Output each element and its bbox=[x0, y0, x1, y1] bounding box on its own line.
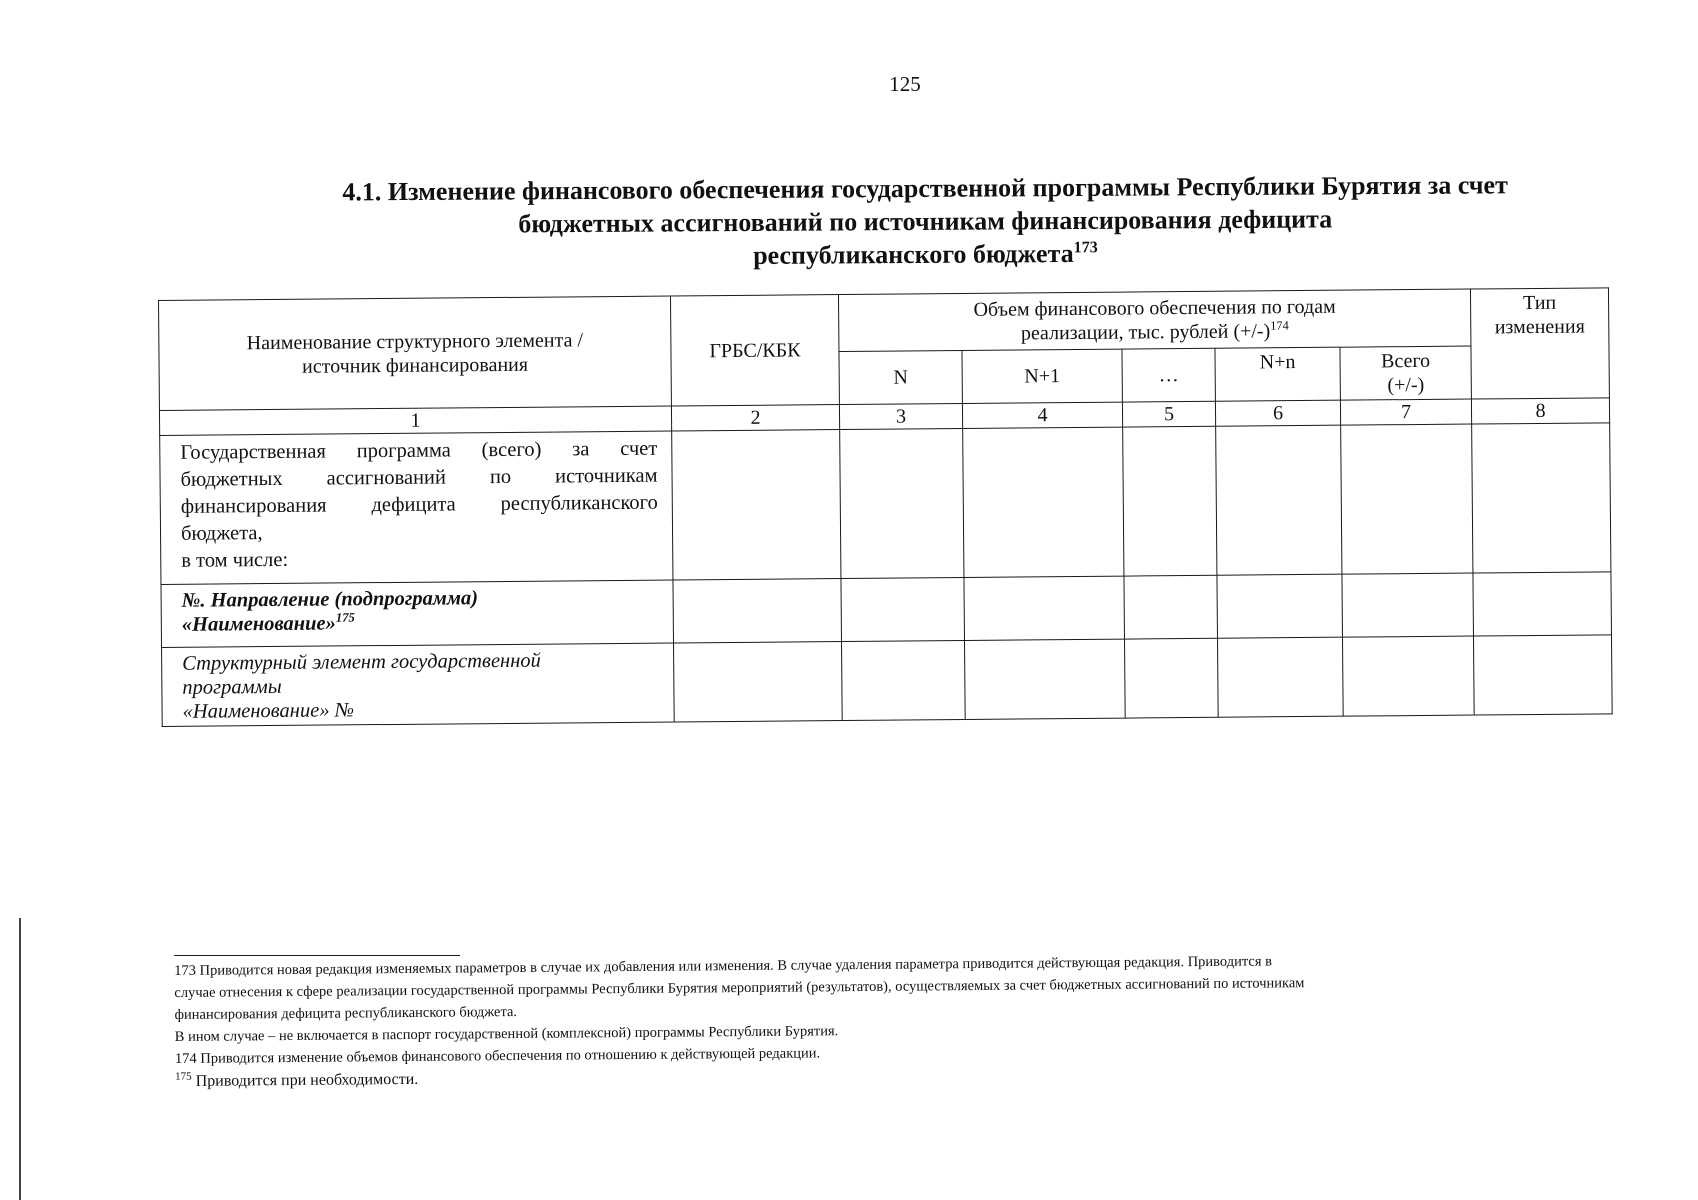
element-line-3: «Наименование» № bbox=[182, 699, 355, 723]
title-line-3 bbox=[250, 234, 1600, 275]
footnotes bbox=[174, 935, 1615, 1093]
column-number: 4 bbox=[962, 402, 1122, 428]
financing-table bbox=[158, 287, 1613, 727]
header-volume-footnote-ref: 174 bbox=[1270, 318, 1289, 333]
footnote-173-line-1: 173 Приводится новая редакция изменяемых параметров в случае их добавления или изменения. В случае удаления параметра приводится действующая редакция. Приводится в bbox=[174, 953, 1273, 979]
header-total-cell bbox=[1340, 346, 1472, 400]
empty-cell bbox=[1474, 635, 1613, 715]
document-title bbox=[250, 168, 1601, 275]
header-name-cell bbox=[159, 296, 672, 410]
element-line-1: Структурный элемент государственной bbox=[182, 649, 541, 675]
empty-cell bbox=[963, 427, 1124, 577]
header-total-line-2: (+/-) bbox=[1387, 373, 1425, 397]
header-year-nn: N+n bbox=[1215, 347, 1340, 401]
header-volume-line-2-text: реализации, тыс. рублей (+/-) bbox=[1020, 320, 1271, 345]
direction-line-2 bbox=[182, 609, 659, 637]
title-line-3-text: республиканского бюджета bbox=[753, 238, 1074, 270]
header-volume-line-1: Объем финансового обеспечения по годам bbox=[973, 295, 1336, 321]
empty-cell bbox=[1341, 424, 1473, 574]
footnote-174: 174 Приводится изменение объемов финансового обеспечения по отношению к действующей редакции. bbox=[174, 1045, 821, 1067]
empty-cell bbox=[1216, 425, 1342, 575]
footnote-173-line-3: финансирования дефицита республиканского бюджета. bbox=[174, 1004, 518, 1023]
footnote-175-text: Приводится при необходимости. bbox=[191, 1070, 419, 1090]
empty-cell bbox=[1124, 638, 1218, 718]
empty-cell bbox=[842, 640, 966, 720]
empty-cell bbox=[1342, 573, 1474, 637]
empty-cell bbox=[674, 642, 843, 722]
empty-cell bbox=[1342, 636, 1474, 716]
header-name-line-1: Наименование структурного элемента / bbox=[246, 328, 584, 354]
header-total-line-1: Всего bbox=[1380, 349, 1431, 373]
column-number: 1 bbox=[159, 406, 671, 435]
direction-name-cell bbox=[161, 580, 674, 647]
header-year-n: N bbox=[839, 350, 962, 404]
program-name-text: Государственная программа (всего) за счет бюджетных ассигнований по источникам финансирования дефицита республиканского бюджета, bbox=[180, 437, 658, 545]
empty-cell bbox=[1217, 637, 1343, 717]
direction-line-1: №. Направление (подпрограмма) bbox=[181, 587, 479, 612]
header-type-line-1: Тип bbox=[1522, 291, 1557, 315]
header-year-n1: N+1 bbox=[962, 349, 1122, 403]
element-line-2: программы bbox=[182, 675, 282, 699]
column-number: 8 bbox=[1471, 398, 1609, 424]
column-number: 5 bbox=[1122, 401, 1215, 427]
table-row-program bbox=[160, 423, 1611, 585]
footnote-173-line-4: В ином случае – не включается в паспорт государственной (комплексной) программы Республики Бурятия. bbox=[174, 1023, 839, 1045]
title-footnote-ref: 173 bbox=[1073, 239, 1098, 257]
program-name-subtext: в том числе: bbox=[181, 548, 289, 572]
column-number: 6 bbox=[1215, 400, 1340, 426]
empty-cell bbox=[673, 579, 842, 643]
empty-cell bbox=[1217, 574, 1343, 638]
empty-cell bbox=[1124, 575, 1218, 639]
empty-cell bbox=[1123, 426, 1217, 576]
footnote-175-number: 175 bbox=[175, 1070, 192, 1083]
header-type-cell bbox=[1471, 288, 1610, 399]
header-volume-cell bbox=[838, 289, 1471, 352]
title-line-2: бюджетных ассигнований по источникам финансирования дефицита bbox=[518, 204, 1333, 239]
header-name-line-2: источник финансирования bbox=[302, 353, 529, 378]
financing-table-wrapper bbox=[158, 287, 1612, 727]
empty-cell bbox=[1472, 423, 1611, 573]
header-volume-line-2 bbox=[839, 318, 1470, 348]
table-row-element bbox=[162, 635, 1613, 727]
empty-cell bbox=[964, 576, 1125, 640]
scan-margin-line bbox=[19, 918, 21, 1200]
header-grbs-cell: ГРБС/КБК bbox=[670, 295, 839, 406]
footnote-173-line-2: случае отнесения к сфере реализации государственной программы Республики Бурятия мероприятий (результатов), осуществляемых за счет бюджетных ассигнований по источникам bbox=[174, 975, 1305, 1001]
empty-cell bbox=[1473, 572, 1612, 636]
page-number: 125 bbox=[889, 72, 921, 96]
title-line-1: 4.1. Изменение финансового обеспечения государственной программы Республики Бурятия за счет bbox=[342, 170, 1508, 207]
empty-cell bbox=[841, 577, 965, 641]
element-name-cell bbox=[162, 643, 675, 726]
column-number: 3 bbox=[839, 403, 962, 429]
header-year-dots: … bbox=[1122, 348, 1215, 402]
empty-cell bbox=[840, 428, 964, 578]
empty-cell bbox=[672, 430, 841, 580]
direction-line-2-text: «Наименование» bbox=[181, 612, 336, 636]
header-type-line-2: изменения bbox=[1494, 315, 1585, 339]
direction-footnote-ref: 175 bbox=[335, 610, 355, 625]
column-number: 7 bbox=[1340, 399, 1471, 425]
program-name-cell bbox=[160, 431, 673, 584]
empty-cell bbox=[965, 639, 1126, 719]
column-number: 2 bbox=[671, 405, 839, 431]
